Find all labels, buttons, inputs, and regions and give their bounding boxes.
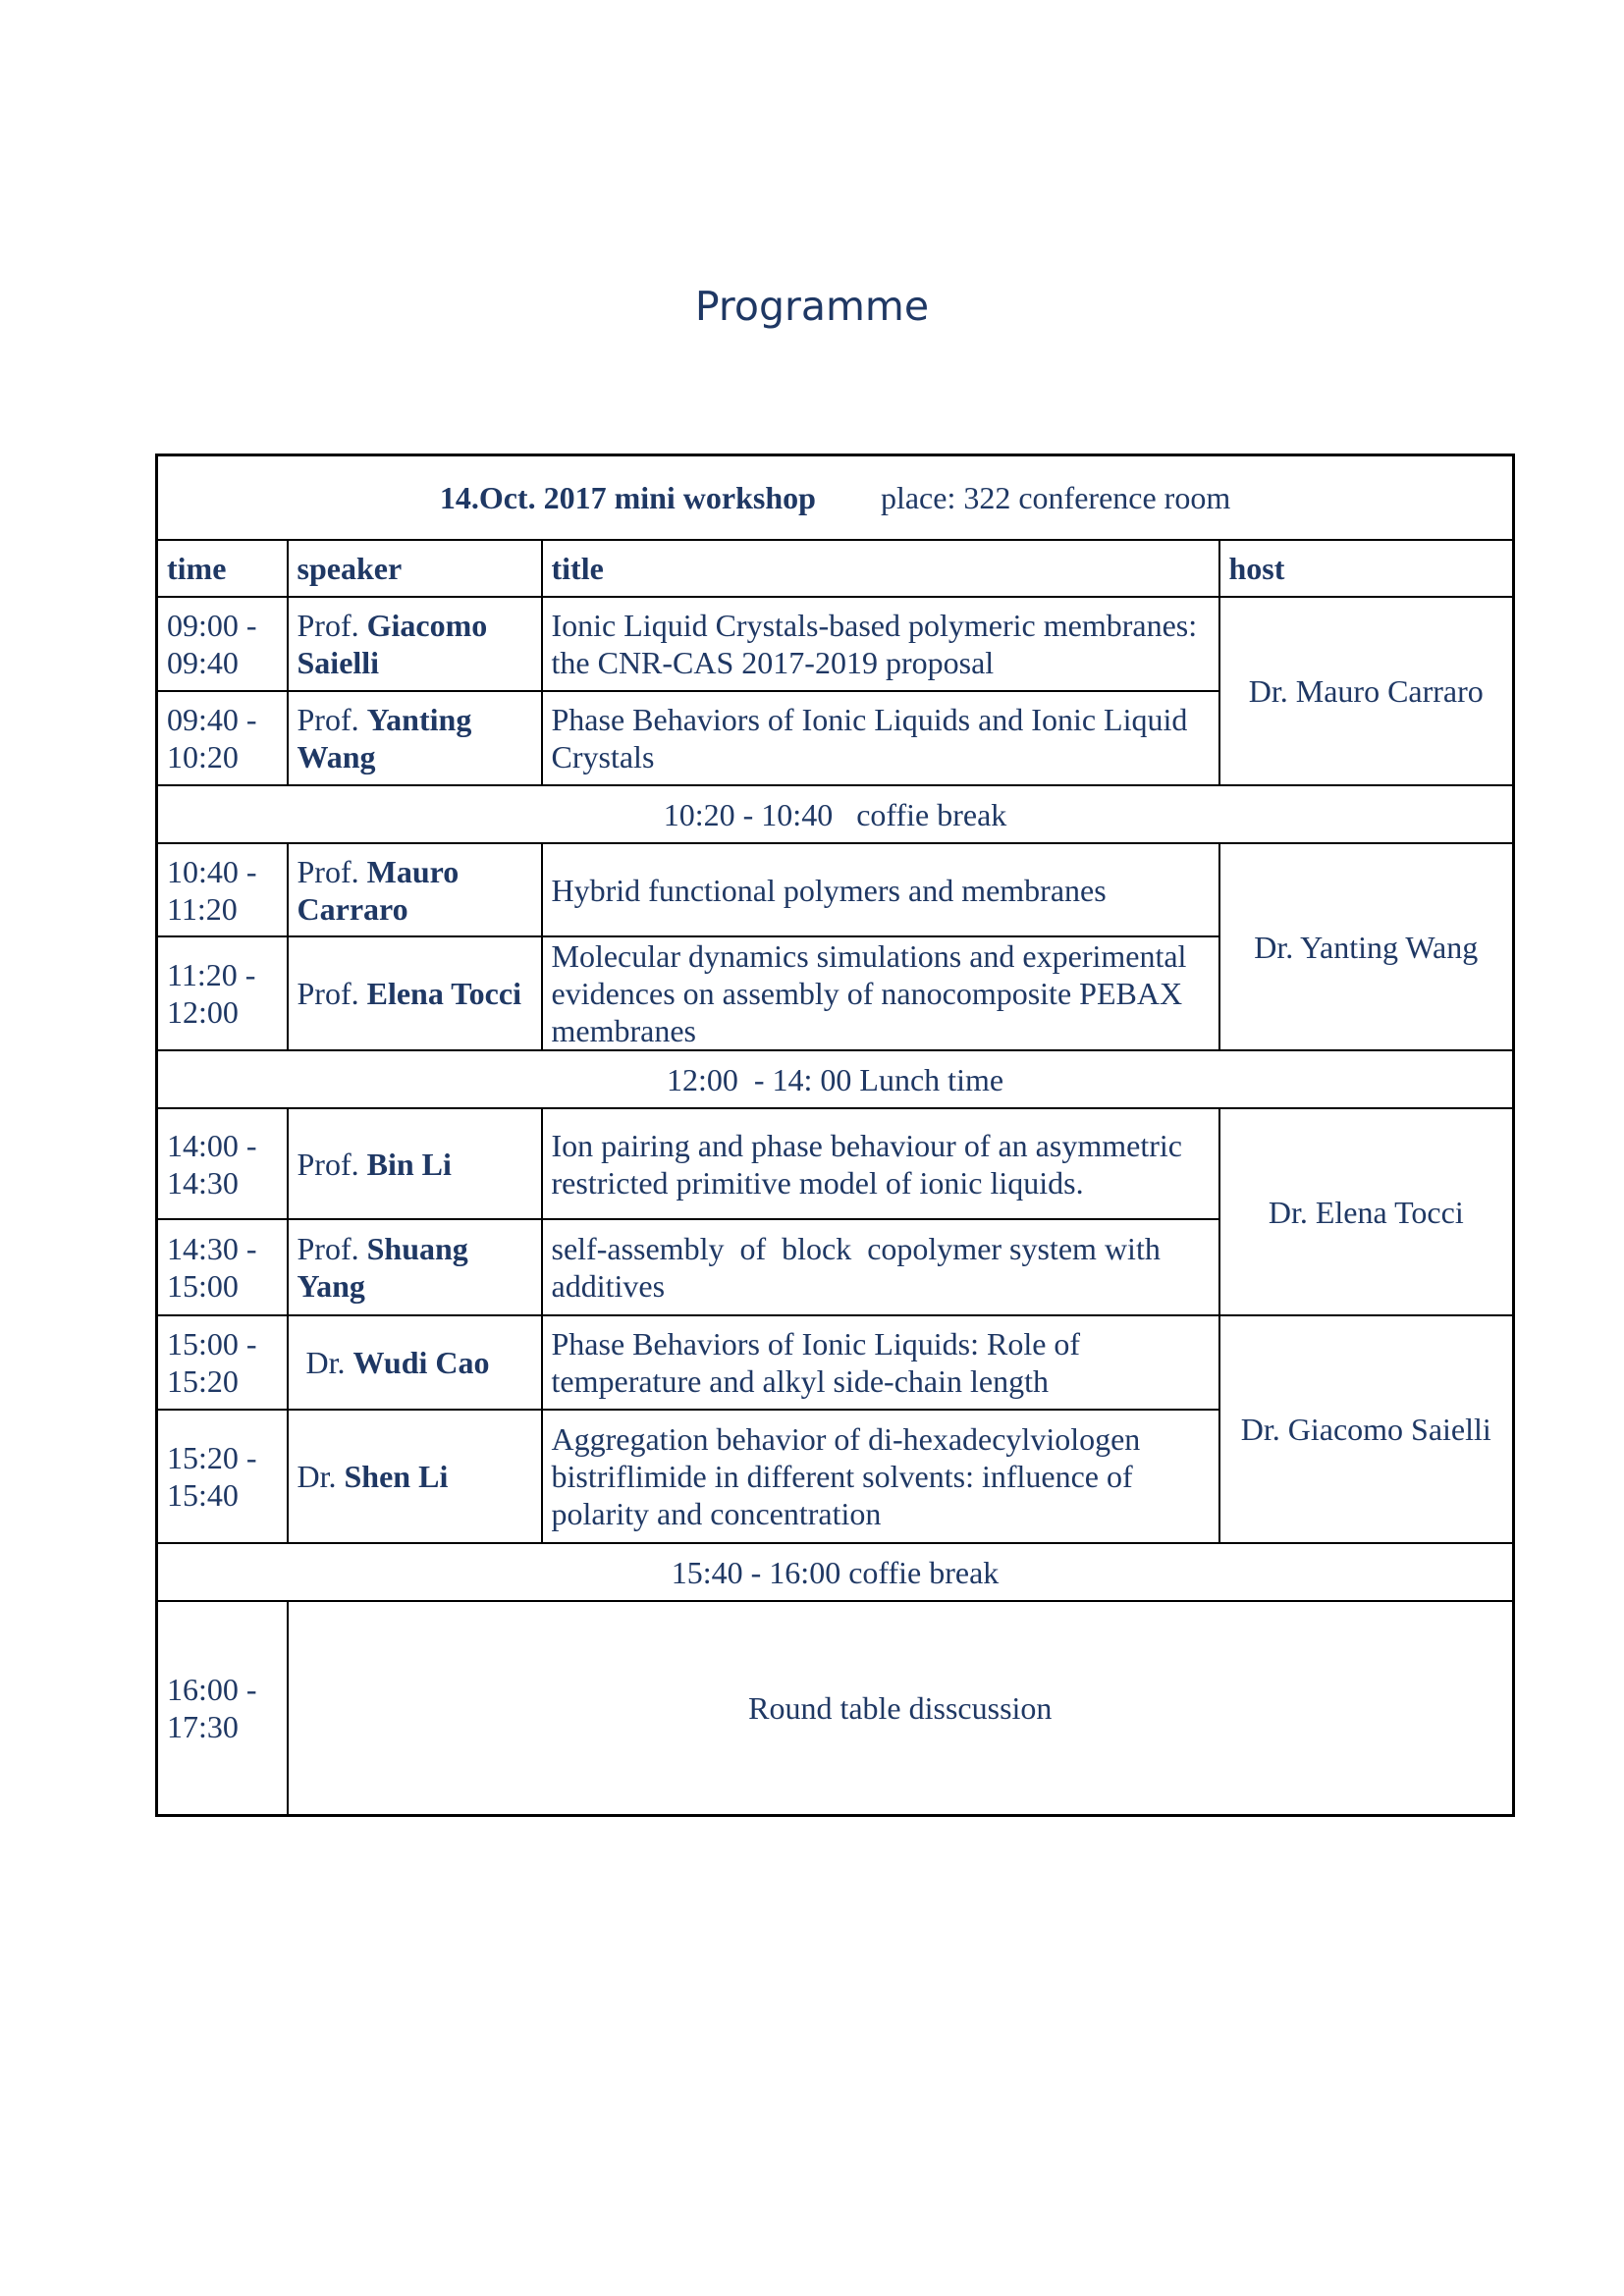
talk-title: Phase Behaviors of Ionic Liquids: Role of temperature and alkyl side-chain length [542, 1315, 1219, 1410]
speaker-name: Giacomo Saielli [297, 608, 488, 680]
workshop-date: 14.Oct. 2017 mini workshop [439, 480, 816, 515]
header-row [157, 540, 1514, 597]
talk-title: Molecular dynamics simulations and experimental evidences on assembly of nanocomposite PEBAX membranes [542, 936, 1219, 1050]
table-row [157, 1108, 1514, 1219]
talk-title: Aggregation behavior of di-hexadecylviologen bistriflimide in different solvents: influence of polarity and concentration [542, 1410, 1219, 1543]
speaker-prefix: Prof. [297, 1146, 359, 1182]
talk-speaker [288, 1410, 542, 1543]
table-row [157, 1601, 1514, 1815]
talk-title: self-assembly of block copolymer system with additives [542, 1219, 1219, 1315]
workshop-banner [157, 455, 1514, 541]
session-host: Dr. Yanting Wang [1219, 843, 1514, 1050]
speaker-prefix: Prof. [297, 976, 359, 1011]
speaker-prefix: Dr. [305, 1345, 346, 1380]
page-title: Programme [694, 283, 930, 330]
speaker-name: Elena Tocci [366, 976, 521, 1011]
talk-title: Phase Behaviors of Ionic Liquids and Ionic Liquid Crystals [542, 691, 1219, 785]
session-host: Dr. Giacomo Saielli [1219, 1315, 1514, 1543]
break-row [157, 785, 1514, 843]
talk-time: 14:30 - 15:00 [157, 1219, 288, 1315]
talk-time: 11:20 - 12:00 [157, 936, 288, 1050]
session-host: Dr. Mauro Carraro [1219, 597, 1514, 785]
talk-time: 10:40 - 11:20 [157, 843, 288, 936]
speaker-prefix: Prof. [297, 1231, 359, 1266]
table-row [157, 1315, 1514, 1410]
lunch-break [157, 1050, 1514, 1108]
talk-time: 15:00 - 15:20 [157, 1315, 288, 1410]
header-title: title [542, 540, 1219, 597]
round-table-time: 16:00 - 17:30 [157, 1601, 288, 1815]
session-host: Dr. Elena Tocci [1219, 1108, 1514, 1315]
break-label: 10:20 - 10:40 coffie break [663, 796, 1007, 832]
coffee-break-1 [157, 785, 1514, 843]
programme-table [155, 454, 1515, 1817]
table-row [157, 843, 1514, 936]
speaker-name: Bin Li [366, 1146, 452, 1182]
speaker-name: Mauro Carraro [297, 853, 460, 927]
speaker-name: Shen Li [344, 1459, 449, 1494]
speaker-name: Wudi Cao [352, 1345, 490, 1380]
talk-title: Ionic Liquid Crystals-based polymeric membranes: the CNR-CAS 2017-2019 proposal [542, 597, 1219, 691]
speaker-name: Yanting Wang [297, 702, 472, 774]
talk-title: Ion pairing and phase behaviour of an asymmetric restricted primitive model of ionic liquids. [542, 1108, 1219, 1219]
talk-speaker [288, 597, 542, 691]
speaker-prefix: Dr. [297, 1459, 337, 1494]
talk-time: 14:00 - 14:30 [157, 1108, 288, 1219]
workshop-place: place: 322 conference room [880, 480, 1231, 515]
speaker-prefix: Prof. [297, 853, 359, 889]
round-table-label: Round table disscussion [288, 1601, 1514, 1815]
break-label: 15:40 - 16:00 coffie break [671, 1554, 1000, 1590]
break-row [157, 1543, 1514, 1601]
speaker-prefix: Prof. [297, 608, 359, 643]
talk-time: 09:00 - 09:40 [157, 597, 288, 691]
talk-speaker [288, 1219, 542, 1315]
header-host: host [1219, 540, 1514, 597]
talk-speaker [288, 843, 542, 936]
header-speaker: speaker [288, 540, 542, 597]
banner-row [157, 455, 1514, 541]
talk-title: Hybrid functional polymers and membranes [542, 843, 1219, 936]
break-row [157, 1050, 1514, 1108]
talk-time: 15:20 - 15:40 [157, 1410, 288, 1543]
header-time: time [157, 540, 288, 597]
talk-speaker [288, 1108, 542, 1219]
speaker-prefix: Prof. [297, 702, 359, 737]
speaker-name: Shuang Yang [297, 1231, 468, 1304]
talk-speaker [288, 1315, 542, 1410]
talk-speaker [288, 936, 542, 1050]
talk-speaker [288, 691, 542, 785]
coffee-break-2 [157, 1543, 1514, 1601]
table-row [157, 597, 1514, 691]
talk-time: 09:40 - 10:20 [157, 691, 288, 785]
break-label: 12:00 - 14: 00 Lunch time [666, 1061, 1004, 1097]
